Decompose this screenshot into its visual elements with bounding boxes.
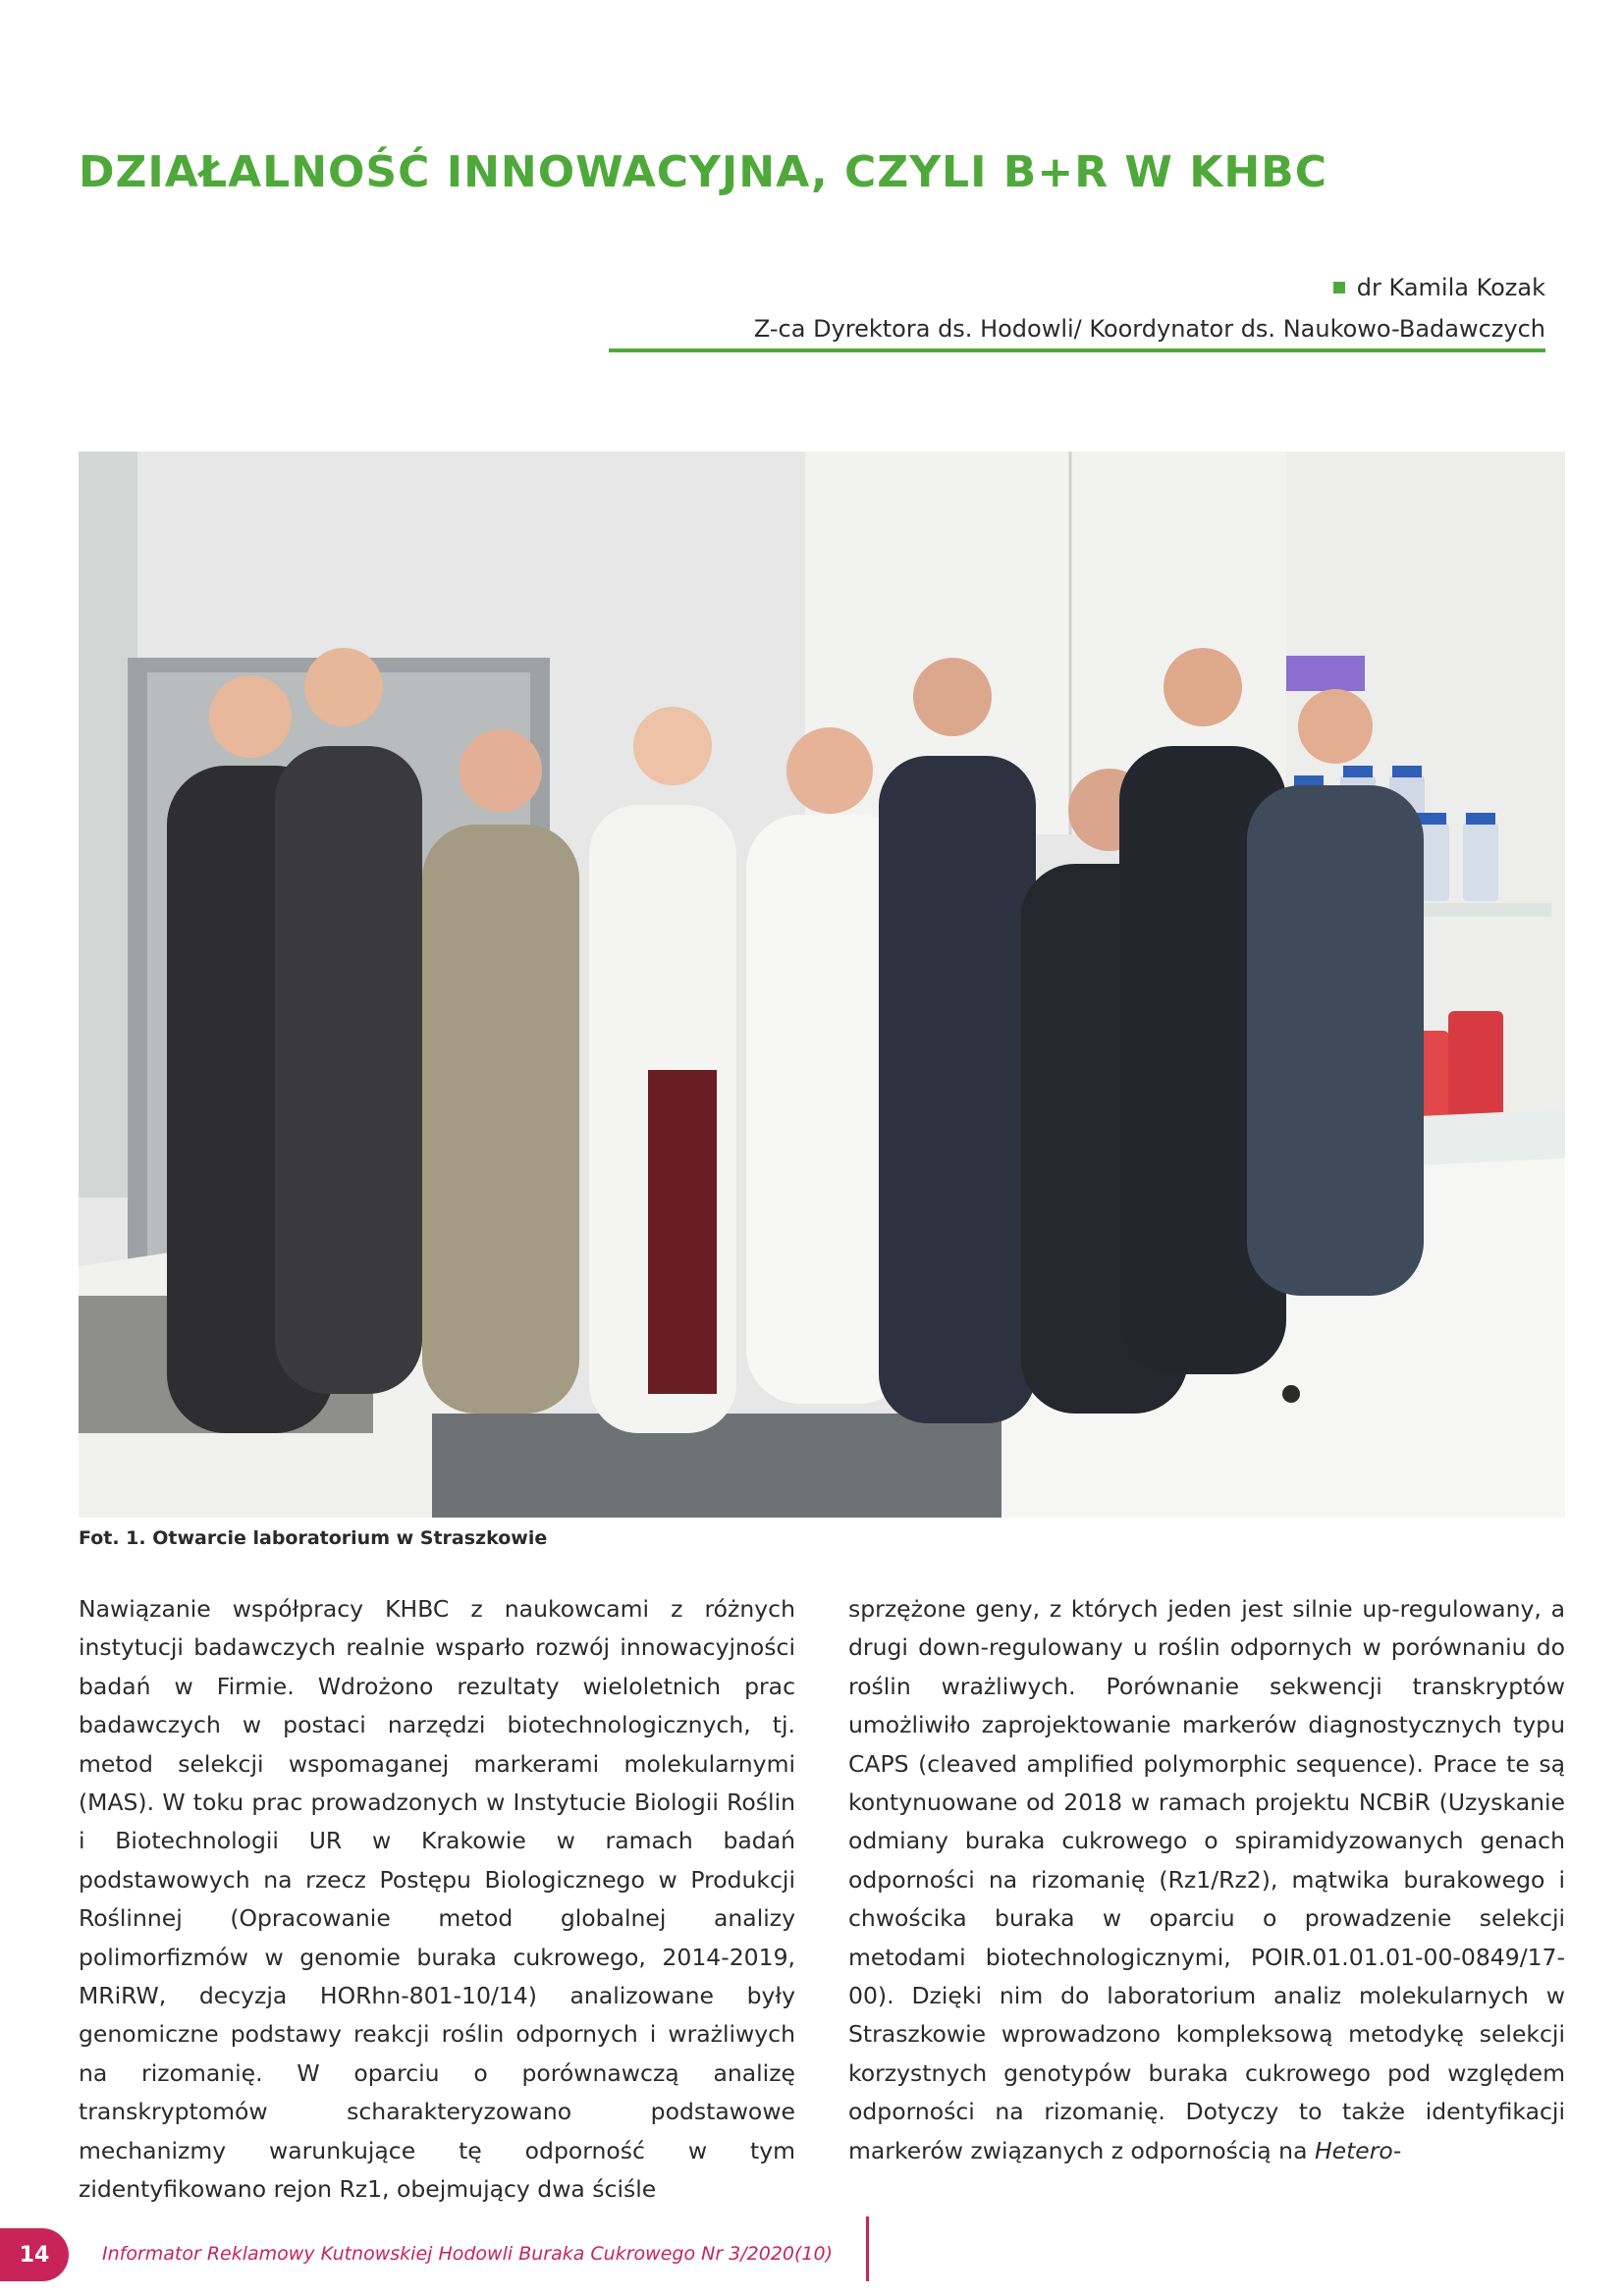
- author-name-row: [754, 267, 1545, 308]
- right-column-italic-tail: Hetero-: [1314, 2136, 1402, 2164]
- footer-divider: [866, 2216, 869, 2281]
- body-text-left-column: Nawiązanie współpracy KHBC z naukowcami z różnych instytucji badawczych realnie wsparło rozwój innowacyjności badań w Firmie. Wdrożono rezultaty wieloletnich prac badawczych w postaci narzędzi biotechnologicznych, tj. metod selekcji wspomaganej markerami molekularnymi (MAS). W toku prac prowadzonych w Instytucie Biologii Roślin i Biotechnologii UR w Krakowie w ramach badań podstawowych na rzecz Postępu Biologicznego w Produkcji Roślinnej (Opracowanie metod globalnej analizy polimorfizmów w genomie buraka cukrowego, 2014-2019, MRiRW, decyzja HORhn-801-10/14) analizowane były genomiczne podstawy reakcji roślin odpornych i wrażliwych na rizomanię. W oparciu o porównawczą analizę transkryptomów scharakteryzowano podstawowe mechanizmy warunkujące tę odporność w tym zidentyfikowano rejon Rz1, obejmujący dwa ściśle: [79, 1595, 795, 2204]
- right-column-text: sprzężone geny, z których jeden jest silnie up-regulowany, a drugi down-regulowany u roślin odpornych w porównaniu do roślin wrażliwych. Porównanie sekwencji transkryptów umożliwiło zaprojektowanie markerów diagnostycznych typu CAPS (cleaved amplified polymorphic sequence). Prace te są kontynuowane od 2018 w ramach projektu NCBiR (Uzyskanie odmiany buraka cukrowego o spiramidyzowanych genach odporności na rizomanię (Rz1/Rz2), mątwika burakowego i chwościka buraka w oparciu o prowadzenie selekcji metodami biotechnologicznymi, POIR.01.01.01-00-0849/17-00). Dzięki nim do laboratorium analiz molekularnych w Straszkowie wprowadzono kompleksową metodykę selekcji korzystnych genotypów buraka cukrowego pod względem odporności na rizomanię. Dotyczy to także identyfikacji markerów związanych z odpornością na: [848, 1595, 1565, 2164]
- author-role: Z-ca Dyrektora ds. Hodowli/ Koordynator ds. Naukowo-Badawczych: [753, 315, 1545, 343]
- article-title: DZIAŁALNOŚĆ INNOWACYJNA, CZYLI B+R W KHBC: [79, 147, 1327, 197]
- body-text-right-column: [848, 1590, 1565, 2170]
- page-number-badge: [0, 2228, 69, 2281]
- lab-opening-photo: [79, 452, 1565, 1518]
- photo-caption: Fot. 1. Otwarcie laboratorium w Straszkowie: [79, 1527, 548, 1549]
- square-bullet-icon: [1333, 282, 1345, 294]
- author-divider: [609, 348, 1545, 352]
- author-name: dr Kamila Kozak: [1356, 274, 1545, 301]
- page-number: 14: [19, 2242, 50, 2268]
- author-block: [754, 267, 1545, 349]
- publication-footer: Informator Reklamowy Kutnowskiej Hodowli Buraka Cukrowego Nr 3/2020(10): [102, 2243, 834, 2265]
